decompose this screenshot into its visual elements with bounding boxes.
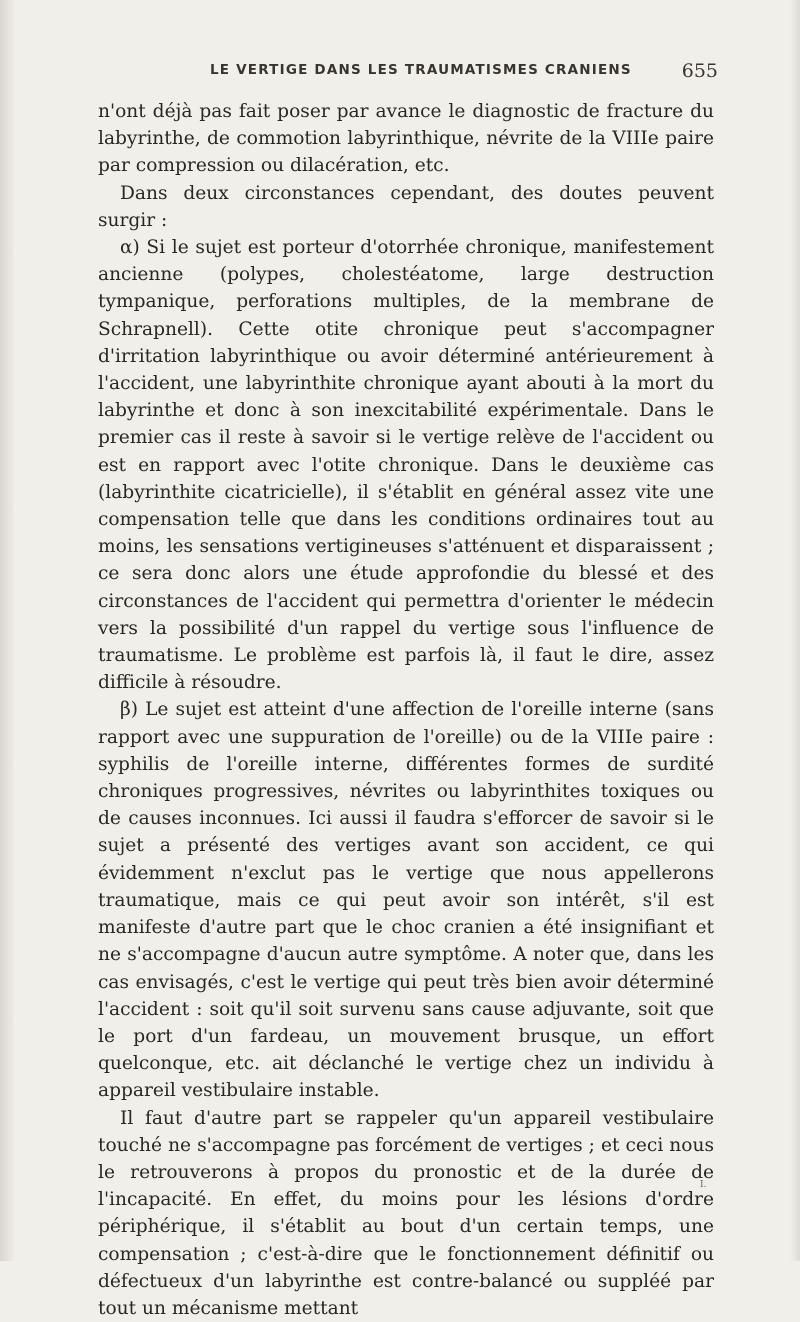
paragraph-5: Il faut d'autre part se rappeler qu'un appareil vestibulaire touché ne s'accompagne pas forcément de vertiges ; et ceci nous le retrouverons à propos du pronostic et de la durée de l'incapacité. En effet, du moins pour les lésions d'ordre périphérique, il s'établit au bout d'un certain temps, une compensation ; c'est-à-dire que le fonctionnement définitif ou défectueux d'un labyrinthe est contre-balancé ou suppléé par tout un mécanisme mettant xyxy=(98,1107,714,1319)
paragraph-2: Dans deux circonstances cependant, des doutes peuvent surgir : xyxy=(98,182,714,231)
running-title: LE VERTIGE DANS LES TRAUMATISMES CRANIENS xyxy=(210,62,632,78)
page-number: 655 xyxy=(681,60,718,82)
page-edge-left xyxy=(0,0,14,1261)
paragraph-beta: β) Le sujet est atteint d'une affection de l'oreille interne (sans rapport avec une suppuration de l'oreille) ou de la VIIIe paire : syphilis de l'oreille interne, différentes formes de surdité chroniques progressives, névrites ou labyrinthites toxiques ou de causes inconnues. Ici aussi il faudra s'efforcer de savoir si le sujet a présenté des vertiges avant son accident, ce qui évidemment n'exclut pas le vertige que nous appellerons traumatique, mais ce qui peut avoir son intérêt, s'il est manifeste d'autre part que le choc cranien a été insignifiant et ne s'accompagne d'aucun autre symptôme. A noter que, dans les cas envisagés, c'est le vertige qui peut très bien avoir déterminé l'accident : soit qu'il soit survenu sans cause adjuvante, soit que le port d'un fardeau, un mouvement brusque, un effort quelconque, etc. ait déclanché le vertige chez un individu à appareil vestibulaire instable. xyxy=(98,699,714,1102)
body-text xyxy=(98,98,714,1322)
footer-mark: I. xyxy=(700,1180,707,1190)
page-edge-right xyxy=(790,0,800,1261)
paragraph-1: n'ont déjà pas fait poser par avance le diagnostic de fracture du labyrinthe, de commotion labyrinthique, névrite de la VIIIe paire par compression ou dilacération, etc. xyxy=(98,101,714,177)
running-head xyxy=(98,62,718,86)
paragraph-alpha: α) Si le sujet est porteur d'otorrhée chronique, manifestement ancienne (polypes, cholestéatome, large destruction tympanique, perforations multiples, de la membrane de Schrapnell). Cette otite chronique peut s'accompagner d'irritation labyrinthique ou avoir déterminé antérieurement à l'accident, une labyrinthite chronique ayant abouti à la mort du labyrinthe et donc à son inexcitabilité expérimentale. Dans le premier cas il reste à savoir si le vertige relève de l'accident ou est en rapport avec l'otite chronique. Dans le deuxième cas (labyrinthite cicatricielle), il s'établit en général assez vite une compensation telle que dans les conditions ordinaires tout au moins, les sensations vertigineuses s'atténuent et disparaissent ; ce sera donc alors une étude approfondie du blessé et des circonstances de l'accident qui permettra d'orienter le médecin vers la possibilité d'un rappel du vertige sous l'influence de traumatisme. Le problème est parfois là, il faut le dire, assez difficile à résoudre. xyxy=(98,237,714,694)
